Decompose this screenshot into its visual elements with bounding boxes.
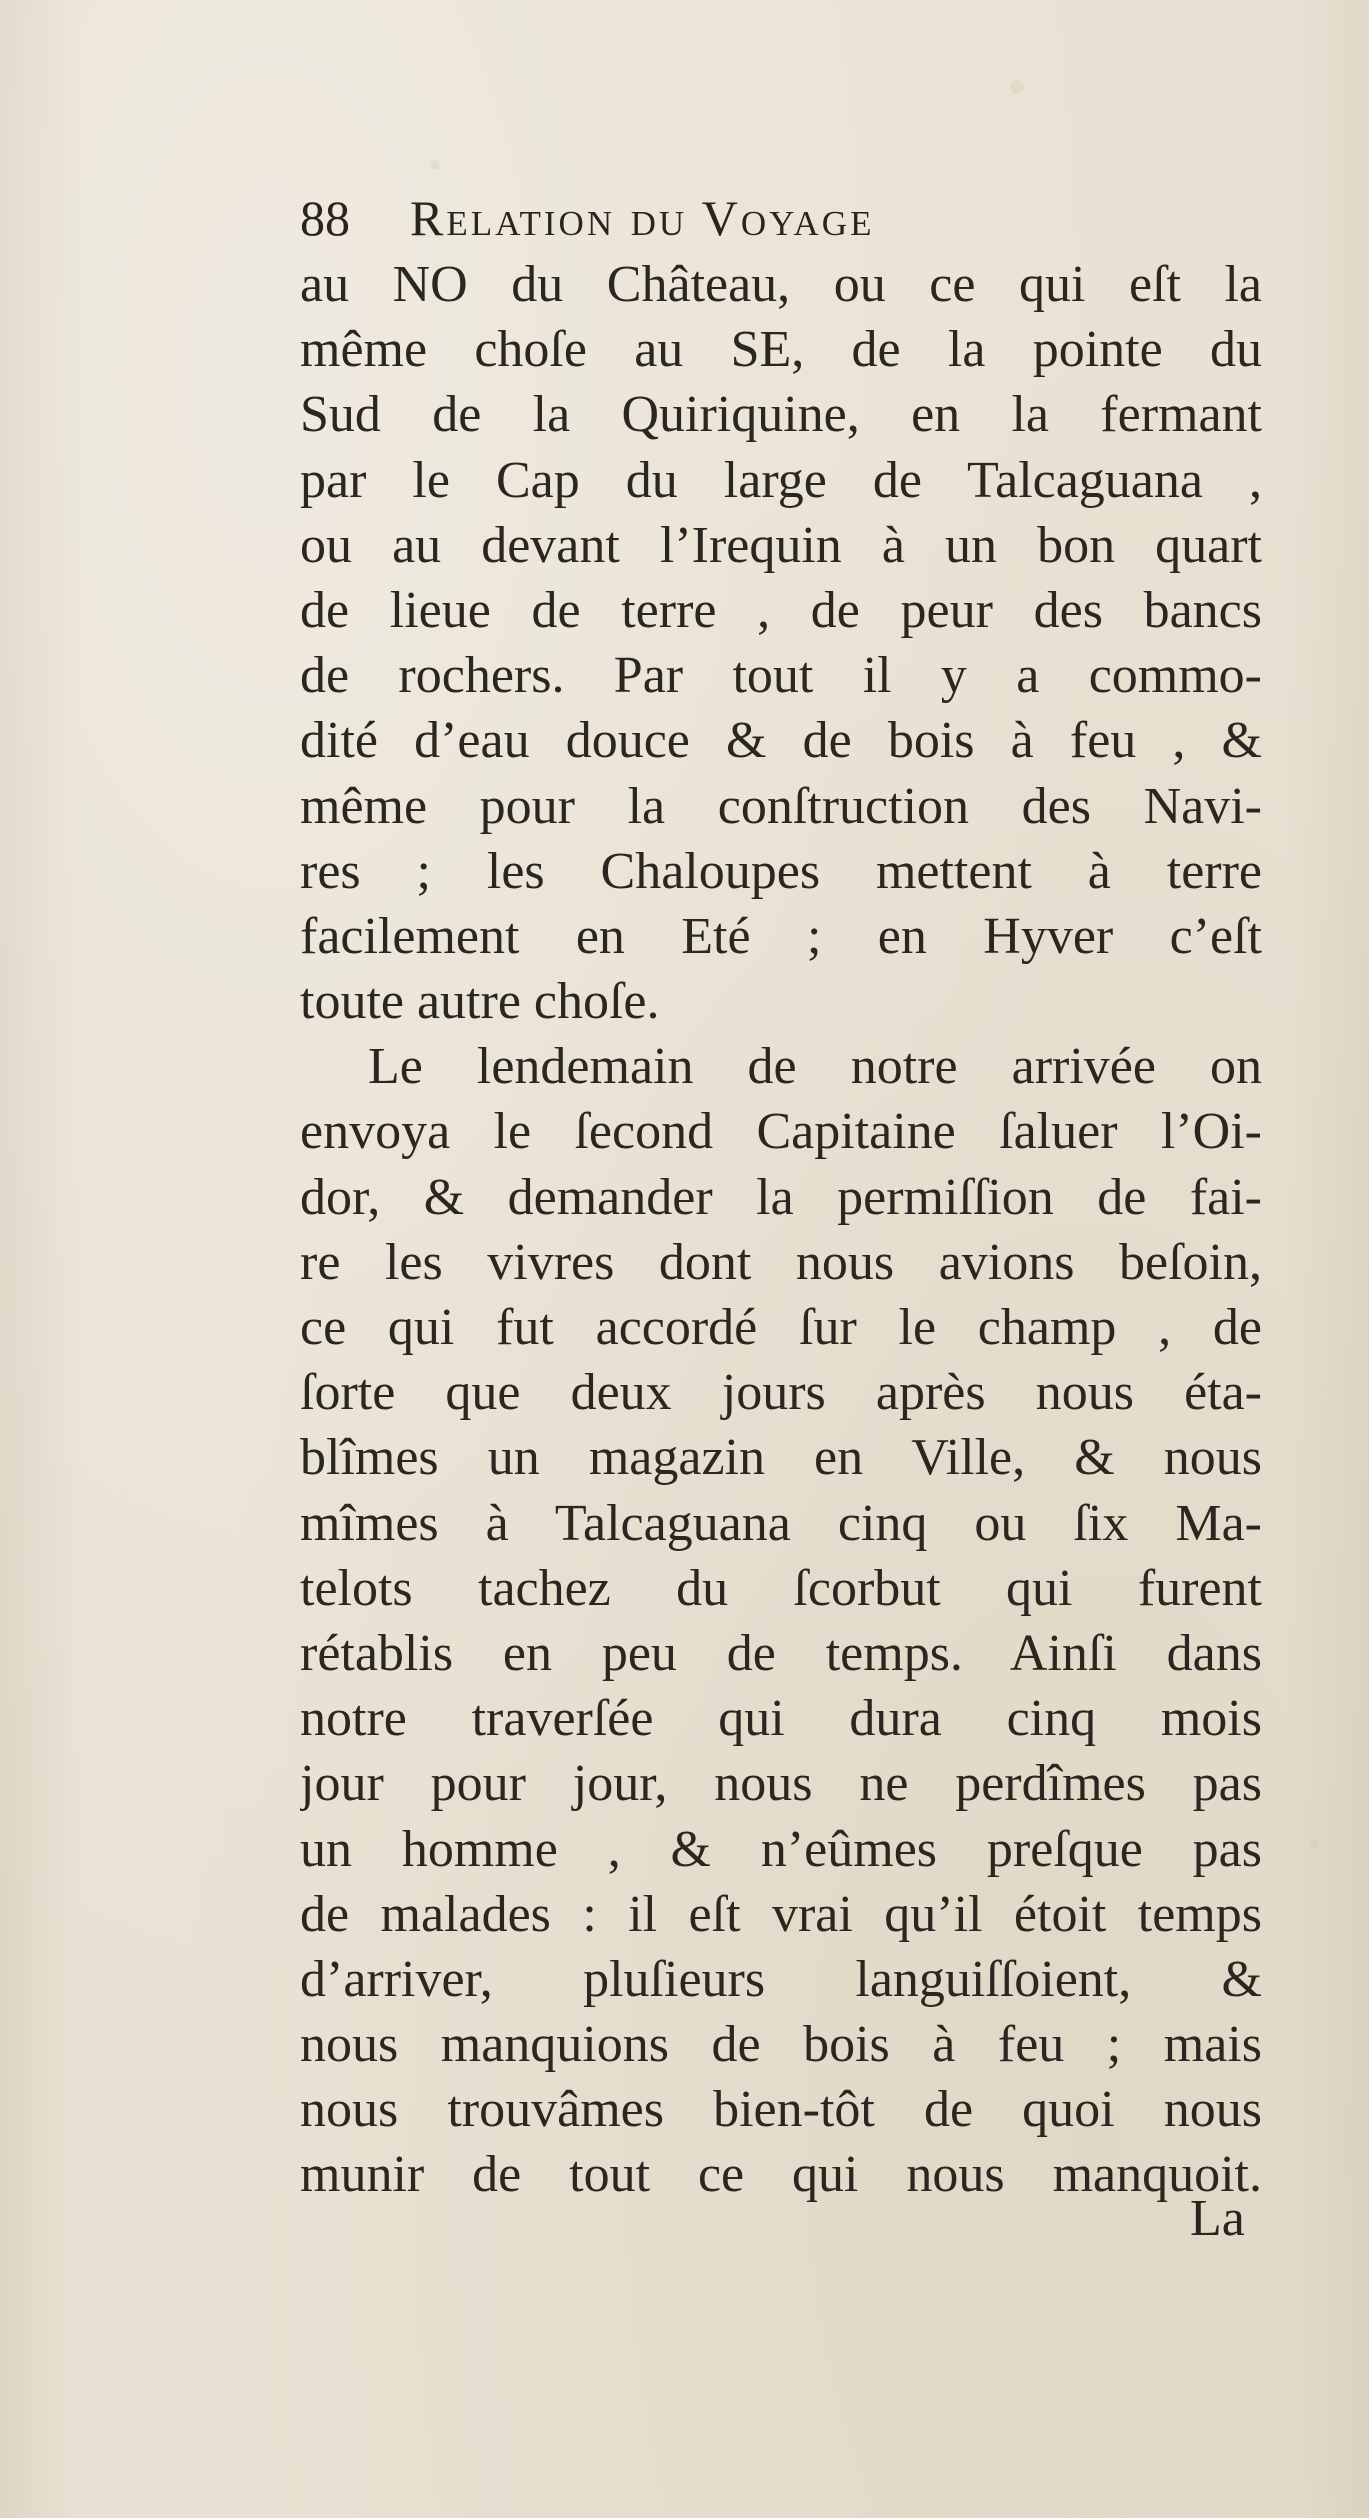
text-line: notre traverſée qui dura cinq mois <box>300 1690 1262 1748</box>
text-line: dité d’eau douce & de bois à feu , & <box>300 712 1262 770</box>
body-text <box>300 252 1270 2208</box>
running-header <box>300 188 1200 248</box>
text-line: même choſe au SE, de la pointe du <box>300 321 1262 379</box>
text-line: rétablis en peu de temps. Ainſi dans <box>300 1624 1262 1682</box>
text-line: Le lendemain de notre arrivée on <box>368 1038 1262 1096</box>
text-line: ou au devant l’Irequin à un bon quart <box>300 516 1262 574</box>
paper-stain <box>1310 1840 1319 1849</box>
catchword: La <box>1190 2190 1245 2247</box>
text-line: au NO du Château, ou ce qui eſt la <box>300 256 1262 313</box>
text-line: de malades : il eſt vrai qu’il étoit temps <box>300 1885 1262 1943</box>
text-line: envoya le ſecond Capitaine ſaluer l’Oi- <box>300 1103 1262 1161</box>
text-line: telots tachez du ſcorbut qui furent <box>300 1559 1262 1617</box>
text-line: nous trouvâmes bien-tôt de quoi nous <box>300 2081 1262 2139</box>
text-line: ſorte que deux jours après nous éta- <box>300 1364 1262 1422</box>
text-line: blîmes un magazin en Ville, & nous <box>300 1429 1262 1487</box>
text-line: dor, & demander la permiſſion de fai- <box>300 1168 1262 1226</box>
text-line: nous manquions de bois à feu ; mais <box>300 2016 1262 2074</box>
running-title: Relation du Voyage <box>410 190 875 246</box>
text-line: de lieue de terre , de peur des bancs <box>300 581 1262 639</box>
text-line: mîmes à Talcaguana cinq ou ſix Ma- <box>300 1494 1262 1552</box>
text-line: ce qui fut accordé ſur le champ , de <box>300 1299 1262 1356</box>
text-line: jour pour jour, nous ne perdîmes pas <box>300 1755 1262 1813</box>
text-line: par le Cap du large de Talcaguana , <box>300 451 1262 509</box>
text-line: res ; les Chaloupes mettent à terre <box>300 842 1262 900</box>
paper-stain <box>430 160 440 170</box>
text-line: munir de tout ce qui nous manquoit. <box>300 2146 1262 2204</box>
text-line: d’arriver, pluſieurs languiſſoient, & <box>300 1950 1262 2008</box>
text-line: Sud de la Quiriquine, en la fermant <box>300 386 1262 444</box>
text-line: re les vivres dont nous avions beſoin, <box>300 1233 1262 1291</box>
page-number: 88 <box>300 190 350 246</box>
text-line: un homme , & n’eûmes preſque pas <box>300 1820 1262 1878</box>
text-line: facilement en Eté ; en Hyver c’eſt <box>300 907 1262 965</box>
paper-stain <box>1010 80 1024 94</box>
text-line: de rochers. Par tout il y a commo- <box>300 647 1262 705</box>
text-line: toute autre choſe. <box>300 973 660 1031</box>
text-line: même pour la conſtruction des Navi- <box>300 777 1262 835</box>
